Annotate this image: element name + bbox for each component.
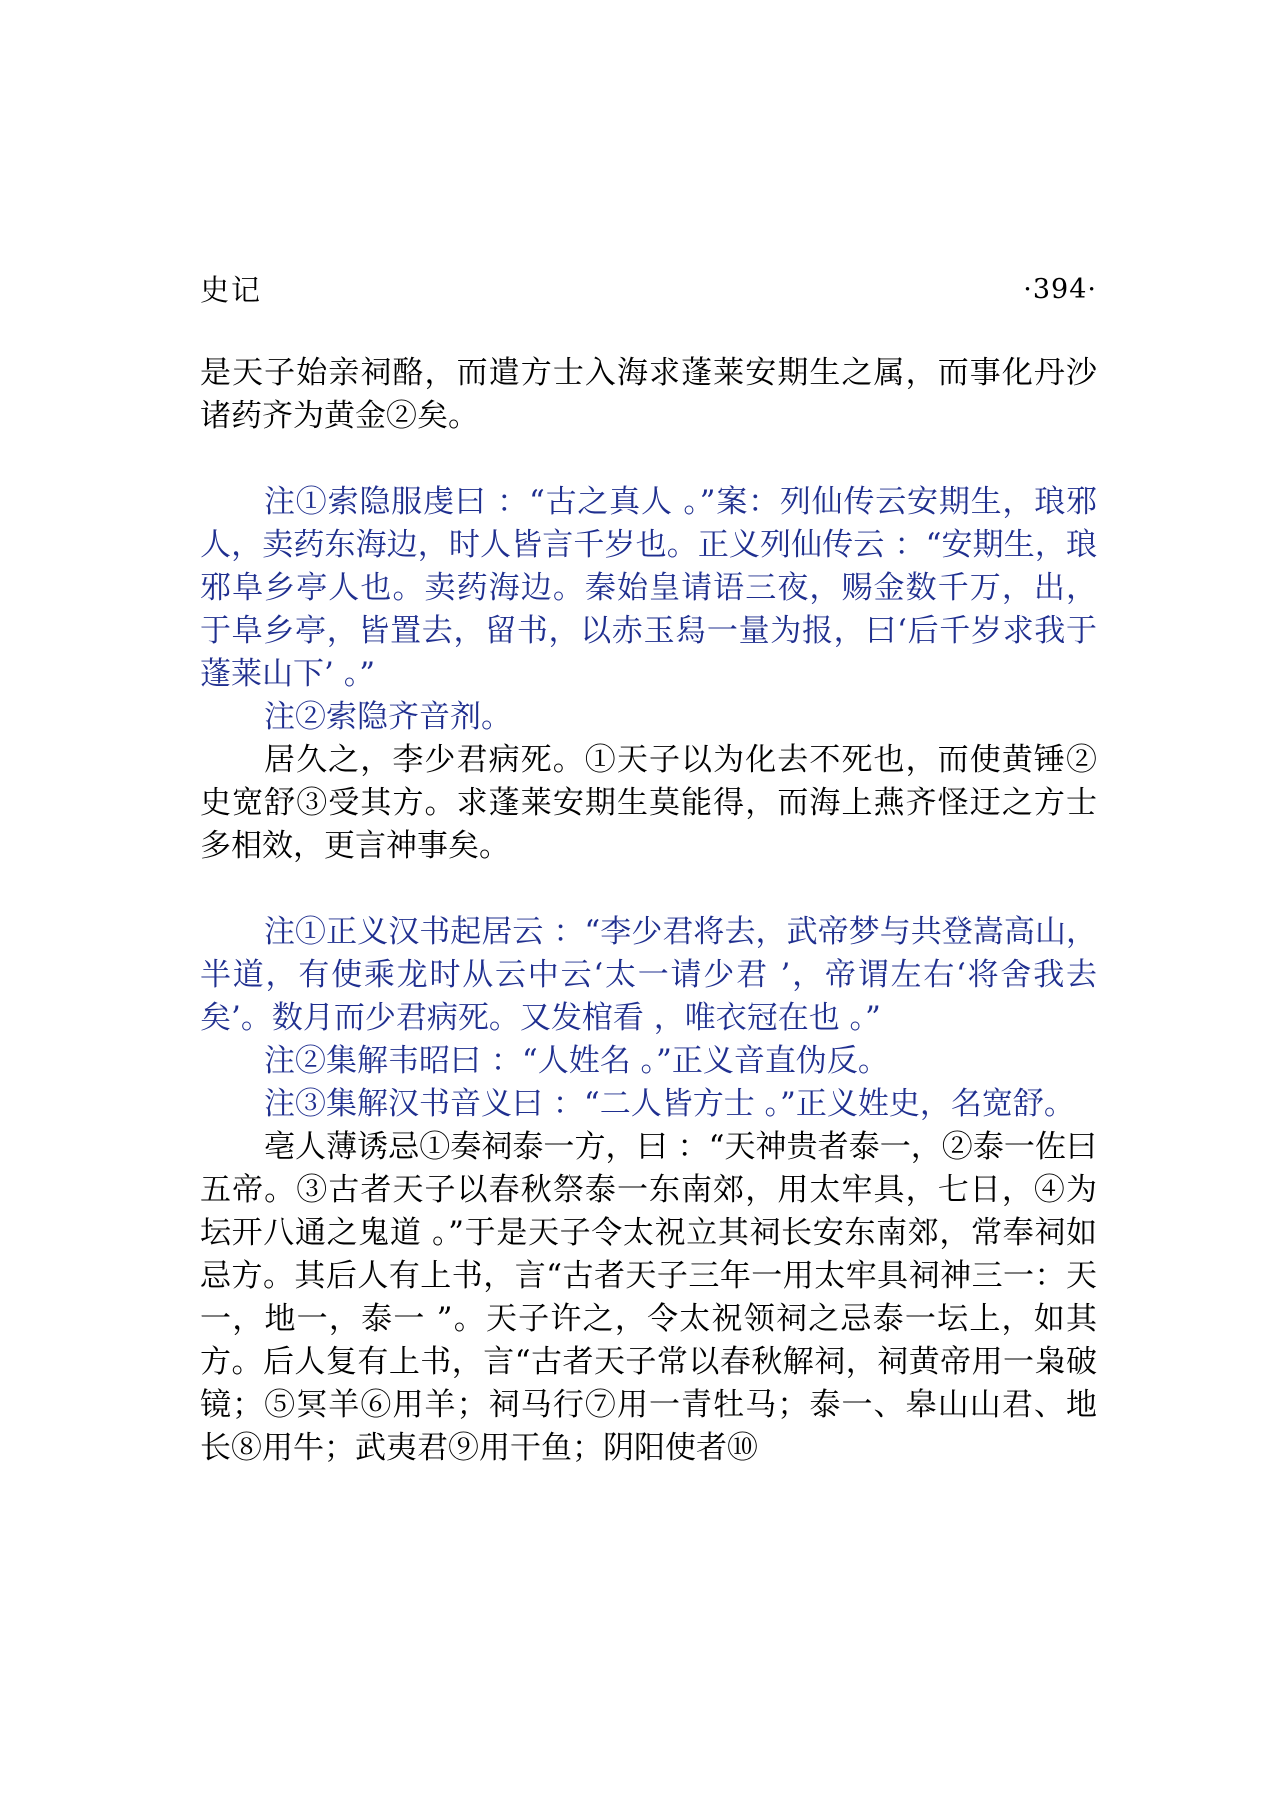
main-text-paragraph: 是天子始亲祠酪，而遣方士入海求蓬莱安期生之属，而事化丹沙诸药齐为黄金②矣。 (200, 355, 1097, 434)
annotation-paragraph: 注②索隐齐音剂。 (264, 699, 512, 735)
page-body (200, 352, 1097, 1470)
annotation-paragraph: 注①索隐服虔曰 ：“古之真人 。”案：列仙传云安期生，琅邪人，卖药东海边，时人皆言千岁也。正义列仙传云 ：“安期生，琅邪阜乡亭人也。卖药海边。秦始皇请语三夜，赐金数千万，出，于阜乡亭，皆置去，留书，以赤玉舄一量为报，曰‘后千岁求我于蓬莱山下’ 。” (200, 484, 1097, 692)
annotation-paragraph: 注③集解汉书音义曰 ：“二人皆方士 。”正义姓史，名宽舒。 (264, 1086, 1075, 1122)
annotation-paragraph: 注①正义汉书起居云 ：“李少君将去，武帝梦与共登嵩高山，半道，有使乘龙时从云中云‘太一请少君 ’，帝谓左右‘将舍我去矣’。数月而少君病死。又发棺看 ，唯衣冠在也 。” (200, 914, 1097, 1036)
main-text-paragraph: 亳人薄诱忌①奏祠泰一方，曰 ：“天神贵者泰一，②泰一佐曰五帝。③古者天子以春秋祭泰一东南郊，用太牢具，七日，④为坛开八通之鬼道 。”于是天子令太祝立其祠长安东南郊，常奉祠如忌方。其后人有上书，言“古者天子三年一用太牢具祠神三一：天一，地一，泰一 ”。天子许之，令太祝领祠之忌泰一坛上，如其方。后人复有上书，言“古者天子常以春秋解祠，祠黄帝用一枭破镜；⑤冥羊⑥用羊；祠马行⑦用一青牡马；泰一、皋山山君、地长⑧用牛；武夷君⑨用干鱼；阴阳使者⑩ (200, 1129, 1097, 1466)
main-text-paragraph: 居久之，李少君病死。①天子以为化去不死也，而使黄锤②史宽舒③受其方。求蓬莱安期生莫能得，而海上燕齐怪迂之方士多相效，更言神事矣。 (200, 742, 1097, 864)
page-header (200, 268, 1097, 312)
page-number: ·394· (1023, 274, 1097, 305)
annotation-paragraph: 注②集解韦昭曰 ：“人姓名 。”正义音直伪反。 (264, 1043, 889, 1079)
book-title: 史记 (200, 273, 263, 307)
